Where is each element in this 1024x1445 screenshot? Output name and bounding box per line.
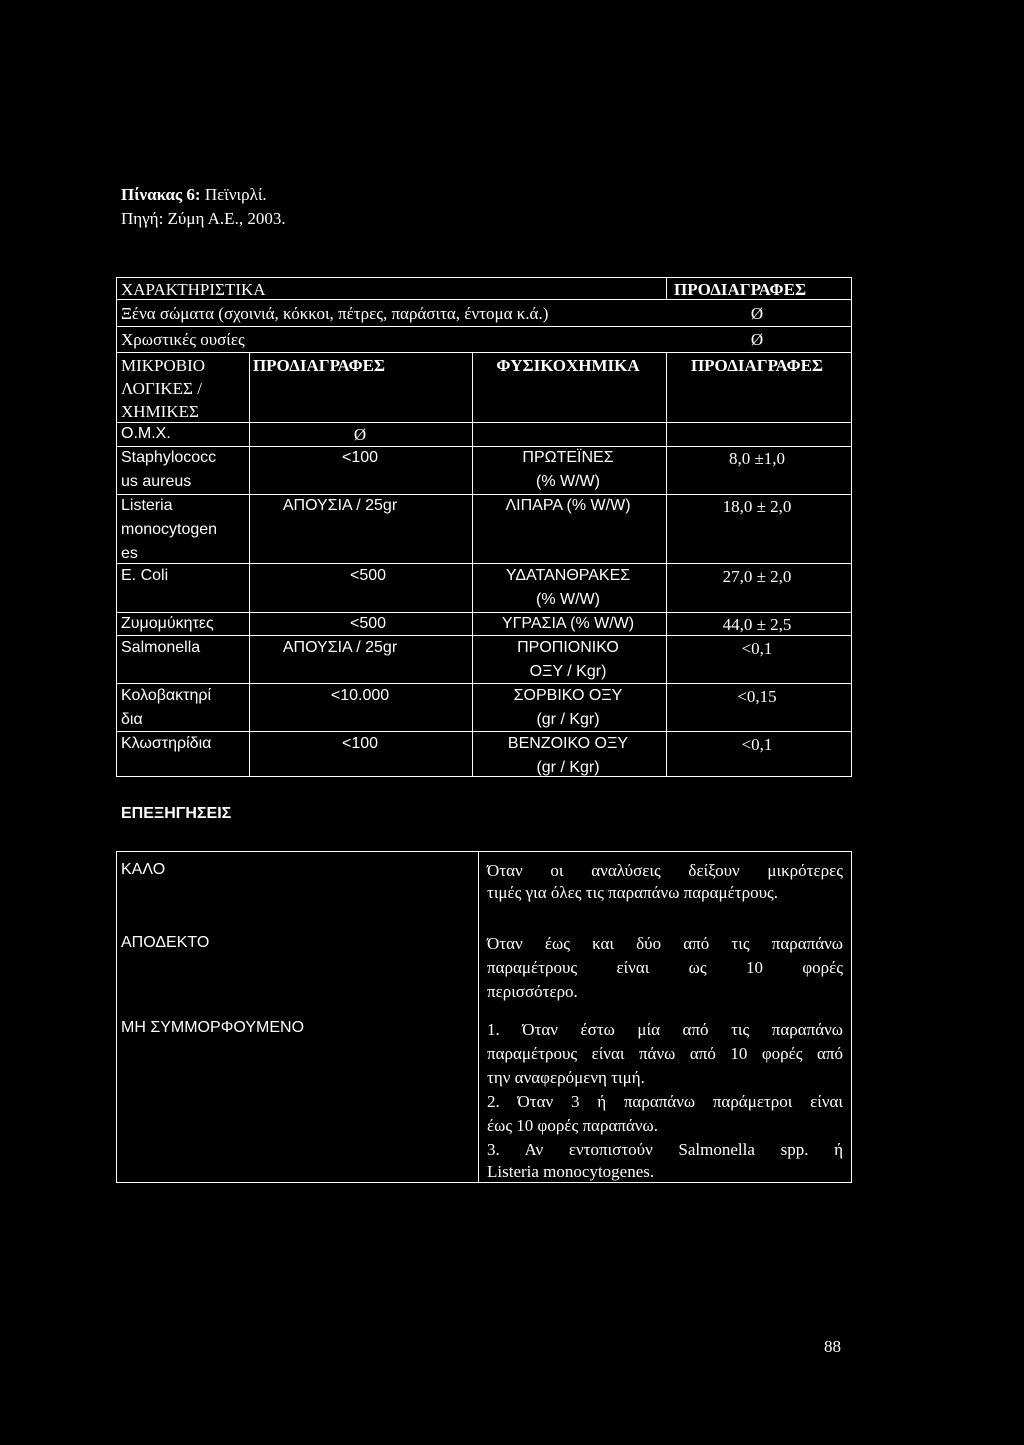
micro-head: ΜΙΚΡΟΒΙΟ xyxy=(121,356,206,375)
grade-acceptable-text: Όταν έως και δύο από τις παραπάνω xyxy=(487,934,843,953)
table-rule xyxy=(116,352,852,353)
caption-title: Πεϊνιρλί. xyxy=(204,185,267,204)
micro-name: monocytogen xyxy=(121,521,218,538)
table-rule xyxy=(116,731,852,732)
table-rule-v xyxy=(249,352,250,777)
phys-name: ΒΕΝΖΟΙΚΟ ΟΞΥ xyxy=(507,735,629,752)
grade-acceptable-label: ΑΠΟΔΕΚΤΟ xyxy=(121,934,210,951)
micro-spec: <10.000 xyxy=(330,687,390,704)
dyes-value: Ø xyxy=(750,330,764,349)
micro-name: Listeria xyxy=(121,497,173,514)
expl-border-left xyxy=(116,851,117,1183)
table-rule xyxy=(116,563,852,564)
head-characteristics: ΧΑΡΑΚΤΗΡΙΣΤΙΚΑ xyxy=(121,280,266,299)
micro-name: Salmonella xyxy=(121,639,201,656)
micro-head: ΧΗΜΙΚΕΣ xyxy=(121,402,199,421)
grade-noncompliant-text: 3. Αν εντοπιστούν Salmonella spp. ή xyxy=(487,1140,843,1159)
micro-spec: <100 xyxy=(341,735,379,752)
phys-spec: <0,1 xyxy=(741,639,773,658)
micro-spec: Ø xyxy=(353,425,367,444)
phys-name: ΣΟΡΒΙΚΟ ΟΞΥ xyxy=(513,687,623,704)
phys-spec: <0,1 xyxy=(741,735,773,754)
grade-noncompliant-text: Listeria monocytogenes. xyxy=(487,1162,655,1181)
table-rule xyxy=(116,299,852,300)
table-rule xyxy=(116,612,852,613)
dyes-label: Χρωστικές ουσίες xyxy=(121,330,245,349)
micro-spec: <500 xyxy=(349,615,387,632)
phys-name: ΠΡΟΠΙΟΝΙΚΟ xyxy=(517,639,619,656)
grade-noncompliant-text: 1. Όταν έστω μία από τις παραπάνω xyxy=(487,1020,843,1039)
expl-border-top xyxy=(116,851,852,852)
table-rule xyxy=(116,494,852,495)
grade-acceptable-text: περισσότερο. xyxy=(487,982,578,1001)
grade-noncompliant-label: ΜΗ ΣΥΜΜΟΡΦΟΥΜΕΝΟ xyxy=(121,1019,305,1036)
micro-name: us aureus xyxy=(121,473,192,490)
micro-name: Staphylococc xyxy=(121,449,217,466)
phys-name: ΛΙΠΑΡΑ (% W/W) xyxy=(505,497,631,514)
caption-label: Πίνακας 6: xyxy=(121,185,201,204)
phys-name: (gr / Kgr) xyxy=(536,711,600,728)
phys-spec: 44,0 ± 2,5 xyxy=(722,615,792,634)
grade-noncompliant-text: την αναφερόμενη τιμή. xyxy=(487,1068,645,1087)
table-rule xyxy=(116,683,852,684)
grade-noncompliant-text: 2. Όταν 3 ή παραπάνω παράμετροι είναι xyxy=(487,1092,843,1111)
phys-name: ΠΡΩΤΕΪΝΕΣ xyxy=(522,449,614,466)
phys-name: (gr / Kgr) xyxy=(536,759,600,776)
phys-name: ΥΓΡΑΣΙΑ (% W/W) xyxy=(501,615,635,632)
micro-name: E. Coli xyxy=(121,567,169,584)
phys-spec: <0,15 xyxy=(737,687,777,706)
micro-spec: <100 xyxy=(341,449,379,466)
expl-divider xyxy=(478,851,479,1183)
phys-name: ΥΔΑΤΑΝΘΡΑΚΕΣ xyxy=(505,567,631,584)
foreign-matter-label: Ξένα σώματα (σχοινιά, κόκκοι, πέτρες, παράσιτα, έντομα κ.ά.) xyxy=(121,304,549,323)
table-caption xyxy=(121,186,267,203)
grade-good-label: ΚΑΛΟ xyxy=(121,861,166,878)
phys-name: ΟΞΥ / Kgr) xyxy=(529,663,607,680)
table-rule-v xyxy=(666,277,667,300)
grade-noncompliant-text: έως 10 φορές παραπάνω. xyxy=(487,1116,658,1135)
grade-acceptable-text: παραμέτρους είναι ως 10 φορές xyxy=(487,958,843,977)
expl-border-bottom xyxy=(116,1182,852,1183)
source-line: Πηγή: Ζύμη Α.Ε., 2003. xyxy=(121,209,286,228)
foreign-matter-value: Ø xyxy=(750,304,764,323)
expl-border-right xyxy=(851,851,852,1183)
micro-name: Ο.Μ.Χ. xyxy=(121,425,171,442)
table-rule-v xyxy=(472,352,473,777)
table-rule-v xyxy=(666,352,667,777)
micro-head: ΛΟΓΙΚΕΣ / xyxy=(121,379,202,398)
table-border-top xyxy=(116,277,852,278)
micro-name: Ζυμομύκητες xyxy=(121,615,214,632)
phys-specs-head: ΠΡΟΔΙΑΓΡΑΦΕΣ xyxy=(690,356,824,375)
phys-spec: 27,0 ± 2,0 xyxy=(722,567,792,586)
explanations-heading: ΕΠΕΞΗΓΗΣΕΙΣ xyxy=(121,805,232,822)
micro-spec: ΑΠΟΥΣΙΑ / 25gr xyxy=(282,497,398,514)
head-specs: ΠΡΟΔΙΑΓΡΑΦΕΣ xyxy=(674,280,807,299)
grade-good-text: Όταν οι αναλύσεις δείξουν μικρότερες xyxy=(487,861,843,880)
micro-spec: ΑΠΟΥΣΙΑ / 25gr xyxy=(282,639,398,656)
table-rule xyxy=(116,422,852,423)
phys-head: ΦΥΣΙΚΟΧΗΜΙΚΑ xyxy=(496,356,640,375)
phys-spec: 18,0 ± 2,0 xyxy=(722,497,792,516)
phys-spec: 8,0 ±1,0 xyxy=(728,449,786,468)
micro-specs-head: ΠΡΟΔΙΑΓΡΑΦΕΣ xyxy=(252,356,386,375)
table-rule xyxy=(116,326,852,327)
micro-name: Κολοβακτηρί xyxy=(121,687,212,704)
micro-name: es xyxy=(121,545,138,562)
micro-spec: <500 xyxy=(349,567,387,584)
table-border-bottom xyxy=(116,776,852,777)
table-border-right xyxy=(851,277,852,777)
page-number: 88 xyxy=(824,1337,841,1356)
table-rule xyxy=(116,635,852,636)
grade-noncompliant-text: παραμέτρους είναι πάνω από 10 φορές από xyxy=(487,1044,843,1063)
micro-name: Κλωστηρίδια xyxy=(121,735,212,752)
table-border-left xyxy=(116,277,117,777)
phys-name: (% W/W) xyxy=(536,473,600,490)
table-rule xyxy=(116,446,852,447)
phys-name: (% W/W) xyxy=(536,591,600,608)
micro-name: δια xyxy=(121,711,143,728)
grade-good-text: τιμές για όλες τις παραπάνω παραμέτρους. xyxy=(487,883,778,902)
